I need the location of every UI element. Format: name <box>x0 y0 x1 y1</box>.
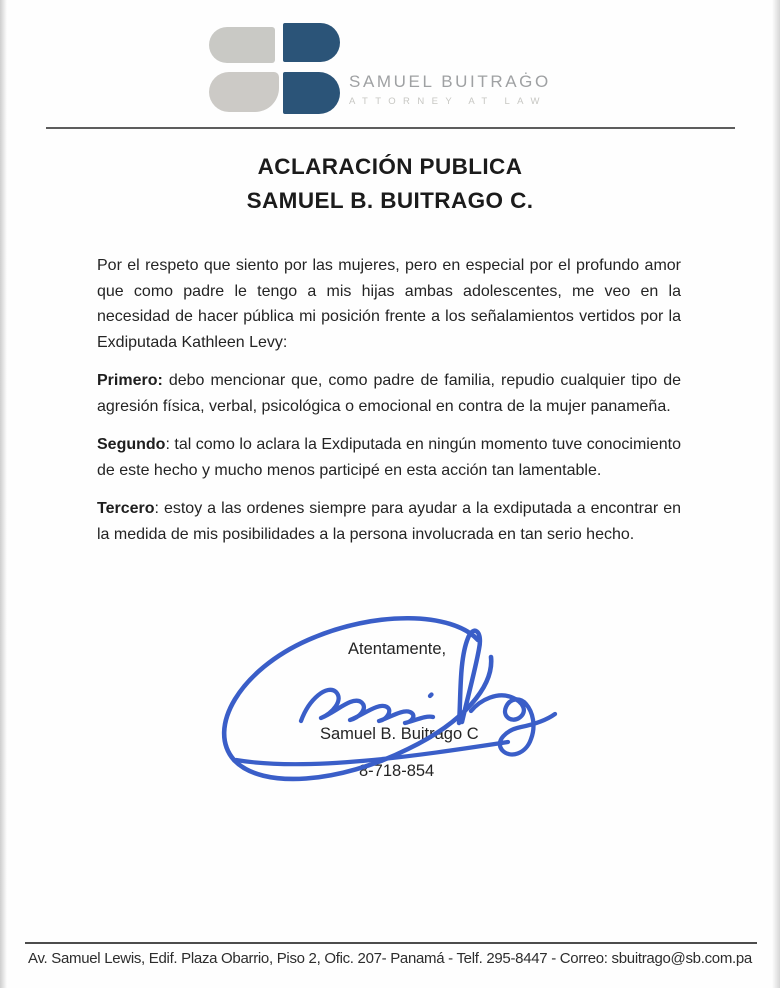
footer-divider <box>25 942 757 944</box>
letterhead-divider <box>46 127 735 129</box>
logo-s-bottom-shape <box>209 72 279 112</box>
firm-identity <box>349 72 551 107</box>
logo-s-top-shape <box>209 27 275 63</box>
paragraph-segundo <box>97 432 681 483</box>
paragraph-segundo-lead: Segundo <box>97 436 166 453</box>
letter-body <box>97 253 681 560</box>
paragraph-primero-text: debo mencionar que, como padre de familia, repudio cualquier tipo de agresión física, verbal, psicológica o emocional en contra de la mujer panameña. <box>97 372 681 415</box>
paragraph-primero-lead: Primero: <box>97 372 163 389</box>
paragraph-tercero <box>97 496 681 547</box>
letter-title <box>0 150 780 218</box>
footer-contact-info: Av. Samuel Lewis, Edif. Plaza Obarrio, Piso 2, Ofic. 207- Panamá - Telf. 295-8447 - Correo: sbuitrago@sb.com.pa <box>28 950 752 967</box>
logo-b-top-shape <box>283 23 340 62</box>
sb-monogram-logo-icon <box>209 23 340 113</box>
signer-name: Samuel B. Buitrago C <box>320 725 479 743</box>
firm-tagline: ATTORNEY AT LAW <box>349 96 547 107</box>
closing-salutation: Atentamente, <box>348 640 447 658</box>
paragraph-intro-text: Por el respeto que siento por las mujeres, pero en especial por el profundo amor que como padre le tengo a mis hijas ambas adolescentes, me veo en la necesidad de hacer pública mi posición frente a los señalamientos vertidos por la Exdiputada Kathleen Levy: <box>97 257 681 351</box>
paragraph-tercero-text: : estoy a las ordenes siempre para ayudar a la exdiputada a encontrar en la medida de mis posibilidades a la persona involucrada en tan serio hecho. <box>97 500 681 543</box>
title-line-2: SAMUEL B. BUITRAGO C. <box>246 188 534 213</box>
firm-name: SAMUEL BUITRAĠO <box>349 72 551 91</box>
signer-id-number: 8-718-854 <box>359 762 435 780</box>
paragraph-intro <box>97 253 681 355</box>
title-line-1: ACLARACIÓN PUBLICA <box>257 154 523 179</box>
paragraph-segundo-text: : tal como lo aclara la Exdiputada en ningún momento tuve conocimiento de este hecho y mucho menos participé en esta acción tan lamentable. <box>97 436 681 479</box>
logo-b-bottom-shape <box>283 72 340 114</box>
paragraph-tercero-lead: Tercero <box>97 500 155 517</box>
paragraph-primero <box>97 368 681 419</box>
